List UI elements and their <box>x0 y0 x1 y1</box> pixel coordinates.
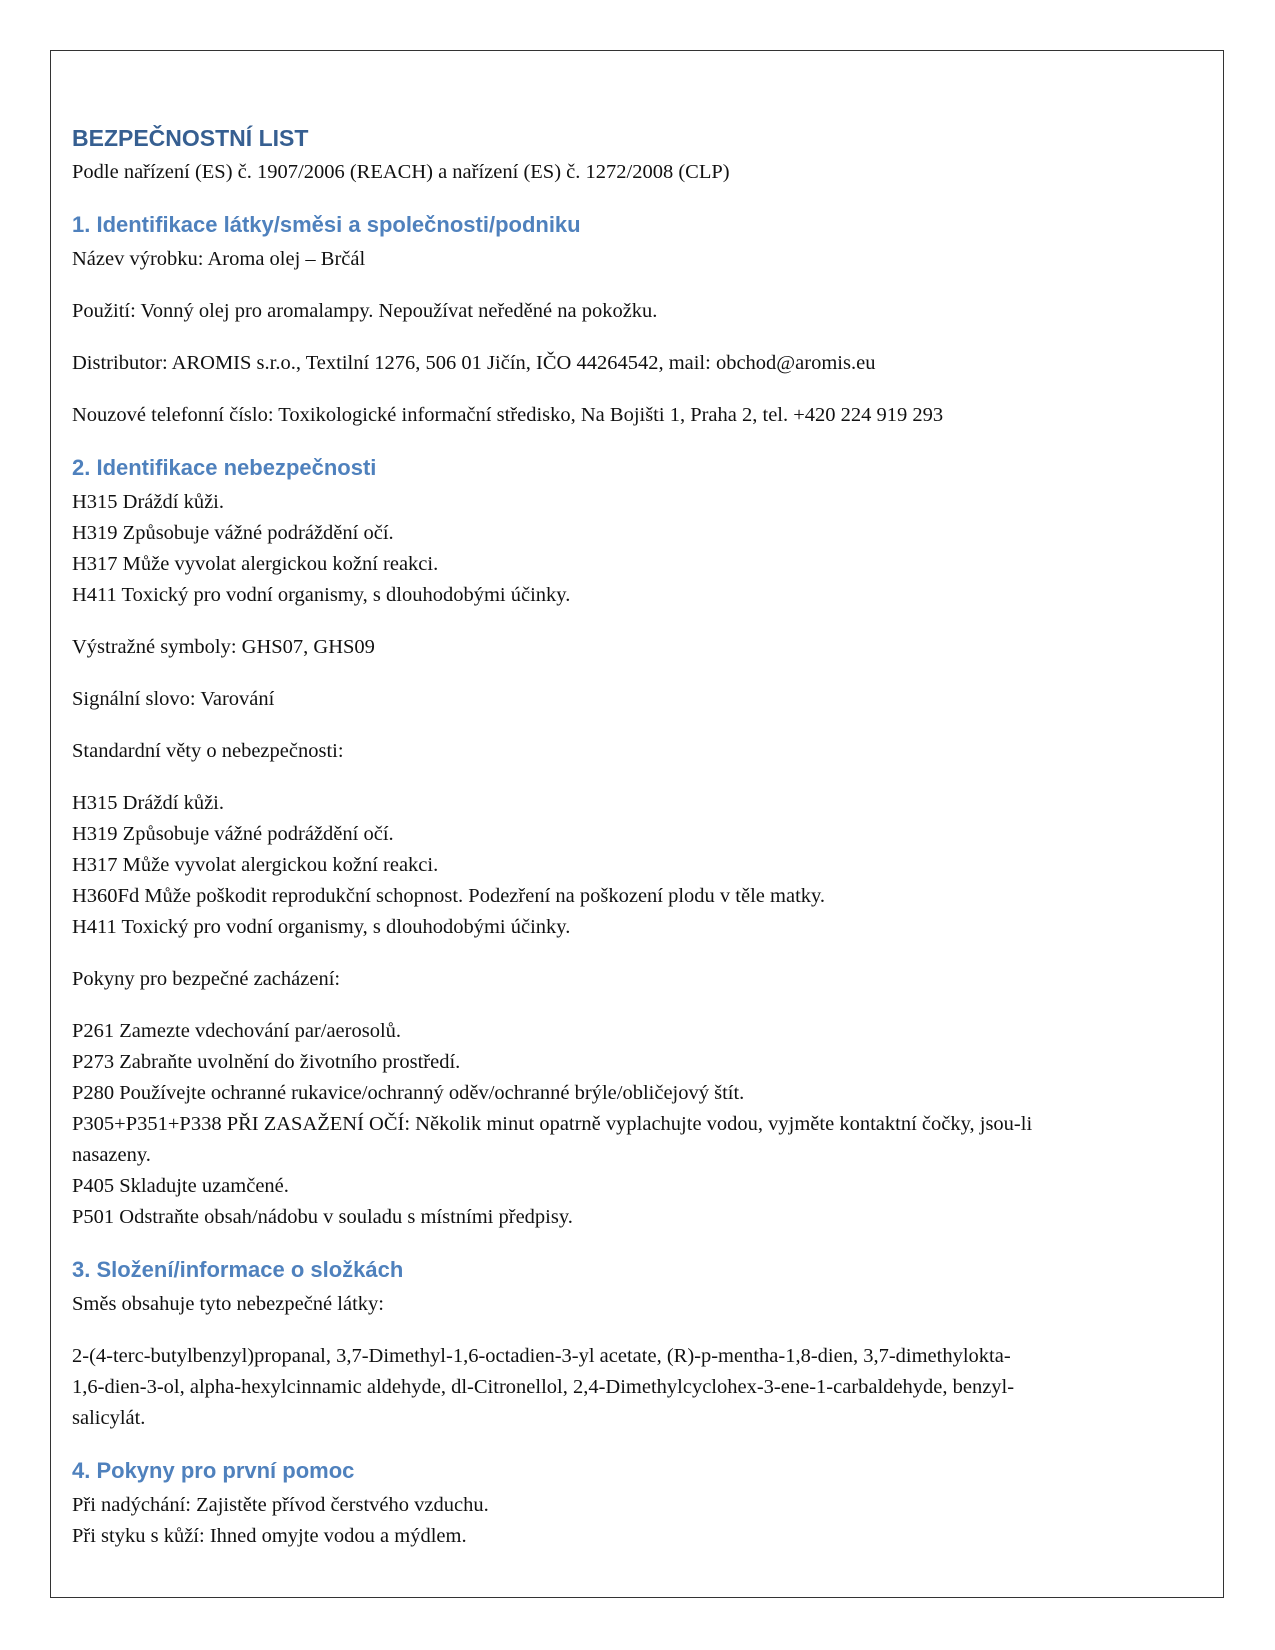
paragraph <box>72 736 1193 767</box>
text-line: salicylát. <box>72 1407 146 1429</box>
text-line: H360Fd Může poškodit reprodukční schopnost. Podezření na poškození plodu v těle matky. <box>72 885 826 907</box>
text-line: Signální slovo: Varování <box>72 688 275 710</box>
document-title: BEZPEČNOSTNÍ LIST <box>72 125 309 151</box>
text-line: P405 Skladujte uzamčené. <box>72 1175 289 1197</box>
text-line: nasazeny. <box>72 1144 151 1166</box>
text-line: P305+P351+P338 PŘI ZASAŽENÍ OČÍ: Několik minut opatrně vyplachujte vodou, vyjměte kontaktní čočky, jsou-li <box>72 1113 1033 1135</box>
paragraph <box>72 1289 1193 1320</box>
text-line: 1,6-dien-3-ol, alpha-hexylcinnamic aldehyde, dl-Citronellol, 2,4-Dimethylcyclohex-3-ene-1-carbaldehyde, benzyl- <box>72 1376 1015 1398</box>
text-line: H411 Toxický pro vodní organismy, s dlouhodobými účinky. <box>72 584 571 606</box>
paragraph <box>72 296 1193 327</box>
section-heading: 4. Pokyny pro první pomoc <box>72 1458 355 1483</box>
document-subtitle: Podle nařízení (ES) č. 1907/2006 (REACH) a nařízení (ES) č. 1272/2008 (CLP) <box>72 161 730 183</box>
paragraph <box>72 788 1193 943</box>
section-heading: 2. Identifikace nebezpečnosti <box>72 455 377 480</box>
text-line: H317 Může vyvolat alergickou kožní reakci. <box>72 854 439 876</box>
text-line: H315 Dráždí kůži. <box>72 491 224 513</box>
paragraph <box>72 400 1193 431</box>
text-line: H317 Může vyvolat alergickou kožní reakci. <box>72 553 439 575</box>
section-heading: 3. Složení/informace o složkách <box>72 1257 404 1282</box>
text-line: Výstražné symboly: GHS07, GHS09 <box>72 636 375 658</box>
text-line: P261 Zamezte vdechování par/aerosolů. <box>72 1020 402 1042</box>
document-content <box>72 123 1193 1573</box>
text-line: P280 Používejte ochranné rukavice/ochranný oděv/ochranné brýle/obličejový štít. <box>72 1082 745 1104</box>
text-line: Při styku s kůží: Ihned omyjte vodou a mýdlem. <box>72 1525 467 1547</box>
text-line: Distributor: AROMIS s.r.o., Textilní 1276, 506 01 Jičín, IČO 44264542, mail: obchod@aromis.eu <box>72 352 876 374</box>
paragraph <box>72 684 1193 715</box>
paragraph <box>72 244 1193 275</box>
paragraph <box>72 1341 1193 1434</box>
text-line: Směs obsahuje tyto nebezpečné látky: <box>72 1293 384 1315</box>
text-line: Název výrobku: Aroma olej – Brčál <box>72 248 366 270</box>
text-line: Standardní věty o nebezpečnosti: <box>72 740 344 762</box>
paragraph <box>72 1490 1193 1552</box>
text-line: Pokyny pro bezpečné zacházení: <box>72 968 341 990</box>
paragraph <box>72 487 1193 611</box>
text-line: Nouzové telefonní číslo: Toxikologické informační středisko, Na Bojišti 1, Praha 2, tel. +420 224 919 293 <box>72 404 944 426</box>
text-line: P273 Zabraňte uvolnění do životního prostředí. <box>72 1051 461 1073</box>
text-line: H319 Způsobuje vážné podráždění očí. <box>72 823 394 845</box>
text-line: H315 Dráždí kůži. <box>72 792 224 814</box>
paragraph <box>72 1016 1193 1233</box>
text-line: H411 Toxický pro vodní organismy, s dlouhodobými účinky. <box>72 916 571 938</box>
text-line: Použití: Vonný olej pro aromalampy. Nepoužívat neředěné na pokožku. <box>72 300 658 322</box>
paragraph <box>72 632 1193 663</box>
paragraph <box>72 964 1193 995</box>
text-line: H319 Způsobuje vážné podráždění očí. <box>72 522 394 544</box>
text-line: 2-(4-terc-butylbenzyl)propanal, 3,7-Dimethyl-1,6-octadien-3-yl acetate, (R)-p-mentha-1,8-dien, 3,7-dimethylokta- <box>72 1345 1011 1367</box>
text-line: Při nadýchání: Zajistěte přívod čerstvého vzduchu. <box>72 1494 489 1516</box>
paragraph <box>72 348 1193 379</box>
section-heading: 1. Identifikace látky/směsi a společnosti/podniku <box>72 212 581 237</box>
text-line: P501 Odstraňte obsah/nádobu v souladu s místními předpisy. <box>72 1206 573 1228</box>
document-page <box>50 50 1224 1598</box>
